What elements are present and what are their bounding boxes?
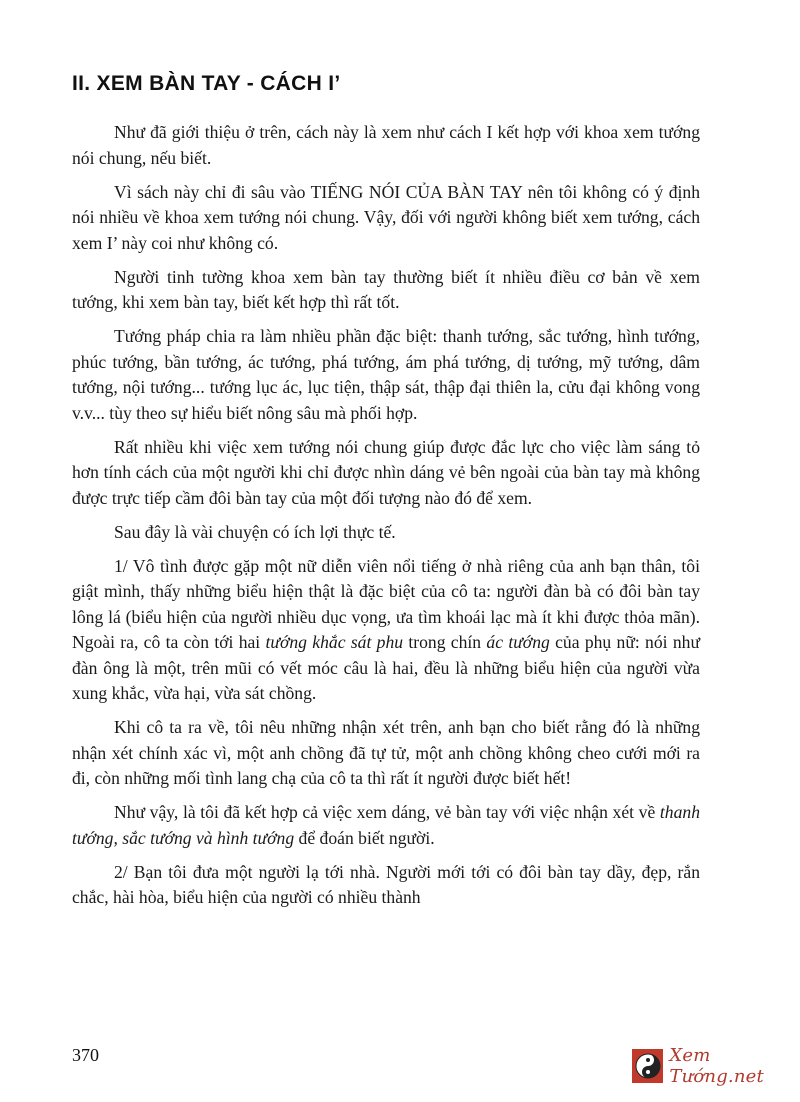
text-segment: 2/ Bạn tôi đưa một người lạ tới nhà. Người mới tới có đôi bàn tay dầy, đẹp, rắn chắc, hài hòa, biểu hiện của người có nhiều thành (72, 861, 700, 907)
text-segment: Như vậy, là tôi đã kết hợp cả việc xem dáng, vẻ bàn tay với việc nhận xét về (114, 802, 660, 822)
text-segment: để đoán biết người. (294, 827, 435, 848)
page-number: 370 (72, 1045, 99, 1065)
paragraph (72, 860, 700, 911)
section-heading: II. XEM BÀN TAY - CÁCH I’ (72, 72, 341, 95)
text-segment: của phụ nữ: nói như đàn ông là một, trên mũi có vết móc câu là hai, đều là những biểu hiện của người vừa xung khắc, vừa hại, vừa sát chồng. (72, 632, 700, 703)
paragraph (72, 520, 700, 546)
text-segment: Khi cô ta ra về, tôi nêu những nhận xét trên, anh bạn cho biết rằng đó là những nhận xét chính xác vì, một anh chồng đã tự tử, một anh chồng không cheo cưới mới ra đi, còn những mối tình lang chạ của cô ta thì rất ít người được biết hết! (72, 717, 700, 788)
paragraph (72, 715, 700, 792)
paragraph (72, 120, 700, 171)
paragraph (72, 180, 700, 257)
body-text (72, 120, 700, 919)
text-segment: 1/ Vô tình được gặp một nữ diễn viên nổi tiếng ở nhà riêng của anh bạn thân, tôi giật mình, thấy những biểu hiện thật là đặc biệt của cô ta: người đàn bà có đôi bàn tay lông lá (biểu hiện của người nhiều dục vọng, ưa tìm khoái lạc mà ít khi được thỏa mãn). Ngoài ra, cô ta còn tới hai (72, 555, 700, 652)
text-segment: Vì sách này chỉ đi sâu vào TIẾNG NÓI CỦA BÀN TAY nên tôi không có ý định nói nhiều về khoa xem tướng nói chung. Vậy, đối với người không biết xem tướng, cách xem I’ này coi như không có. (72, 181, 700, 253)
text-segment: Người tinh tường khoa xem bàn tay thường biết ít nhiều điều cơ bản về xem tướng, khi xem bàn tay, biết kết hợp thì rất tốt. (72, 266, 700, 312)
paragraph (72, 435, 700, 512)
paragraph (72, 554, 700, 707)
text-segment: Rất nhiều khi việc xem tướng nói chung giúp được đắc lực cho việc làm sáng tỏ hơn tính cách của một người khi chỉ được nhìn dáng vẻ bên ngoài của bàn tay mà không được trực tiếp cầm đôi bàn tay của một đối tượng nào đó để xem. (72, 436, 700, 508)
text-segment: trong chín (403, 632, 487, 652)
paragraph (72, 265, 700, 316)
yin-yang-icon (632, 1049, 663, 1083)
site-logo[interactable] (632, 1047, 800, 1085)
italic-text: thanh tướng, sắc tướng và hình tướng (72, 802, 700, 848)
paragraph (72, 324, 700, 426)
text-segment: Như đã giới thiệu ở trên, cách này là xem như cách I kết hợp với khoa xem tướng nói chung, nếu biết. (72, 122, 700, 168)
italic-text: tướng khắc sát phu (265, 632, 404, 652)
paragraph (72, 800, 700, 851)
italic-text: ác tướng (486, 632, 550, 652)
logo-text: Xem Tướng.net (669, 1045, 764, 1087)
text-segment: Sau đây là vài chuyện có ích lợi thực tế. (114, 521, 396, 542)
text-segment: Tướng pháp chia ra làm nhiều phần đặc biệt: thanh tướng, sắc tướng, hình tướng, phúc tướng, bần tướng, ác tướng, phá tướng, ám phá tướng, dị tướng, mỹ tướng, dâm tướng, nội tướng... tướng lục ác, lục tiện, thập sát, thập đại thiên la, cửu đại không vong v.v... tùy theo sự hiểu biết nông sâu mà phối hợp. (72, 326, 700, 423)
